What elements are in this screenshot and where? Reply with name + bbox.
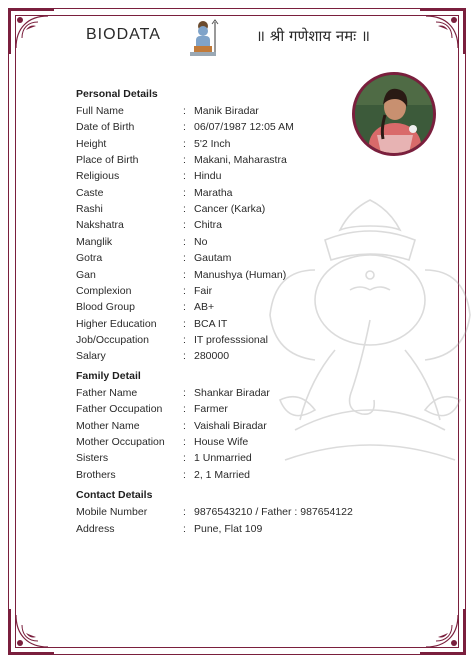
shiva-deity-icon xyxy=(184,18,222,58)
detail-value: Gautam xyxy=(194,252,232,265)
detail-label: Nakshatra xyxy=(76,219,124,232)
detail-separator: : xyxy=(183,121,186,134)
detail-separator: : xyxy=(183,419,186,432)
detail-value: 2, 1 Married xyxy=(194,468,251,481)
detail-value: Cancer (Karka) xyxy=(194,203,266,216)
detail-separator: : xyxy=(183,235,186,248)
detail-value: Fair xyxy=(194,284,213,297)
corner-ornament-icon xyxy=(8,8,56,56)
detail-label: Place of Birth xyxy=(76,154,139,167)
detail-separator: : xyxy=(183,252,186,265)
detail-value: AB+ xyxy=(194,301,215,314)
detail-value: Vaishali Biradar xyxy=(194,419,267,432)
corner-ornament-icon xyxy=(418,8,466,56)
detail-label: Higher Education xyxy=(76,317,157,330)
detail-label: Complexion xyxy=(76,284,132,297)
detail-separator: : xyxy=(183,154,186,167)
family-detail-heading: Family Detail xyxy=(76,370,141,382)
detail-label: Religious xyxy=(76,170,120,183)
detail-label: Mobile Number xyxy=(76,506,148,518)
detail-value: Hindu xyxy=(194,170,222,183)
woman-portrait-icon xyxy=(355,75,433,153)
detail-label: Father Occupation xyxy=(76,403,163,416)
detail-separator: : xyxy=(183,387,186,399)
detail-value: Pune, Flat 109 xyxy=(194,522,263,535)
detail-separator: : xyxy=(183,268,186,281)
detail-separator: : xyxy=(183,284,186,297)
detail-value: IT professsional xyxy=(194,333,268,346)
detail-label: Manglik xyxy=(76,235,113,248)
detail-label: Full Name xyxy=(76,105,124,117)
corner-ornament-icon xyxy=(418,607,466,655)
detail-label: Gan xyxy=(76,268,96,281)
corner-ornament-icon xyxy=(8,607,56,655)
detail-value: 1 Unmarried xyxy=(194,452,252,465)
detail-value: Manik Biradar xyxy=(194,105,259,117)
detail-separator: : xyxy=(183,468,186,481)
detail-value: 5'2 Inch xyxy=(194,137,231,150)
detail-separator: : xyxy=(183,137,186,150)
detail-separator: : xyxy=(183,333,186,346)
detail-separator: : xyxy=(183,452,186,465)
detail-value: Manushya (Human) xyxy=(194,268,287,281)
detail-label: Address xyxy=(76,522,115,535)
detail-separator: : xyxy=(183,506,186,518)
detail-value: Makani, Maharastra xyxy=(194,154,287,167)
ganesha-watermark-icon xyxy=(255,180,474,480)
detail-label: Date of Birth xyxy=(76,121,135,134)
detail-separator: : xyxy=(183,350,186,363)
detail-label: Mother Name xyxy=(76,419,140,432)
detail-label: Rashi xyxy=(76,203,103,216)
contact-details-heading: Contact Details xyxy=(76,489,153,501)
detail-separator: : xyxy=(183,186,186,199)
detail-label: Salary xyxy=(76,350,106,363)
detail-value: 9876543210 / Father : 987654122 xyxy=(194,506,353,518)
ganesh-mantra: ॥ श्री गणेशाय नमः ॥ xyxy=(256,27,370,45)
detail-value: Chitra xyxy=(194,219,223,232)
detail-label: Gotra xyxy=(76,252,103,265)
detail-label: Job/Occupation xyxy=(76,333,149,346)
detail-value: 280000 xyxy=(194,350,230,363)
detail-label: Brothers xyxy=(76,468,116,481)
detail-label: Father Name xyxy=(76,387,138,399)
detail-value: No xyxy=(194,235,208,248)
detail-value: House Wife xyxy=(194,435,249,448)
detail-separator: : xyxy=(183,105,186,117)
detail-separator: : xyxy=(183,219,186,232)
detail-label: Height xyxy=(76,137,107,150)
detail-separator: : xyxy=(183,317,186,330)
detail-label: Sisters xyxy=(76,452,109,465)
detail-value: 06/07/1987 12:05 AM xyxy=(194,121,294,134)
detail-separator: : xyxy=(183,522,186,535)
detail-separator: : xyxy=(183,170,186,183)
detail-separator: : xyxy=(183,403,186,416)
detail-label: Caste xyxy=(76,186,104,199)
page-title: BIODATA xyxy=(86,26,161,43)
detail-value: Maratha xyxy=(194,186,233,199)
personal-details-heading: Personal Details xyxy=(76,88,158,100)
detail-value: BCA IT xyxy=(194,317,228,330)
detail-label: Blood Group xyxy=(76,301,135,314)
detail-separator: : xyxy=(183,203,186,216)
detail-label: Mother Occupation xyxy=(76,435,165,448)
profile-photo xyxy=(352,72,436,156)
detail-separator: : xyxy=(183,301,186,314)
detail-value: Farmer xyxy=(194,403,228,416)
detail-separator: : xyxy=(183,435,186,448)
detail-value: Shankar Biradar xyxy=(194,387,270,399)
